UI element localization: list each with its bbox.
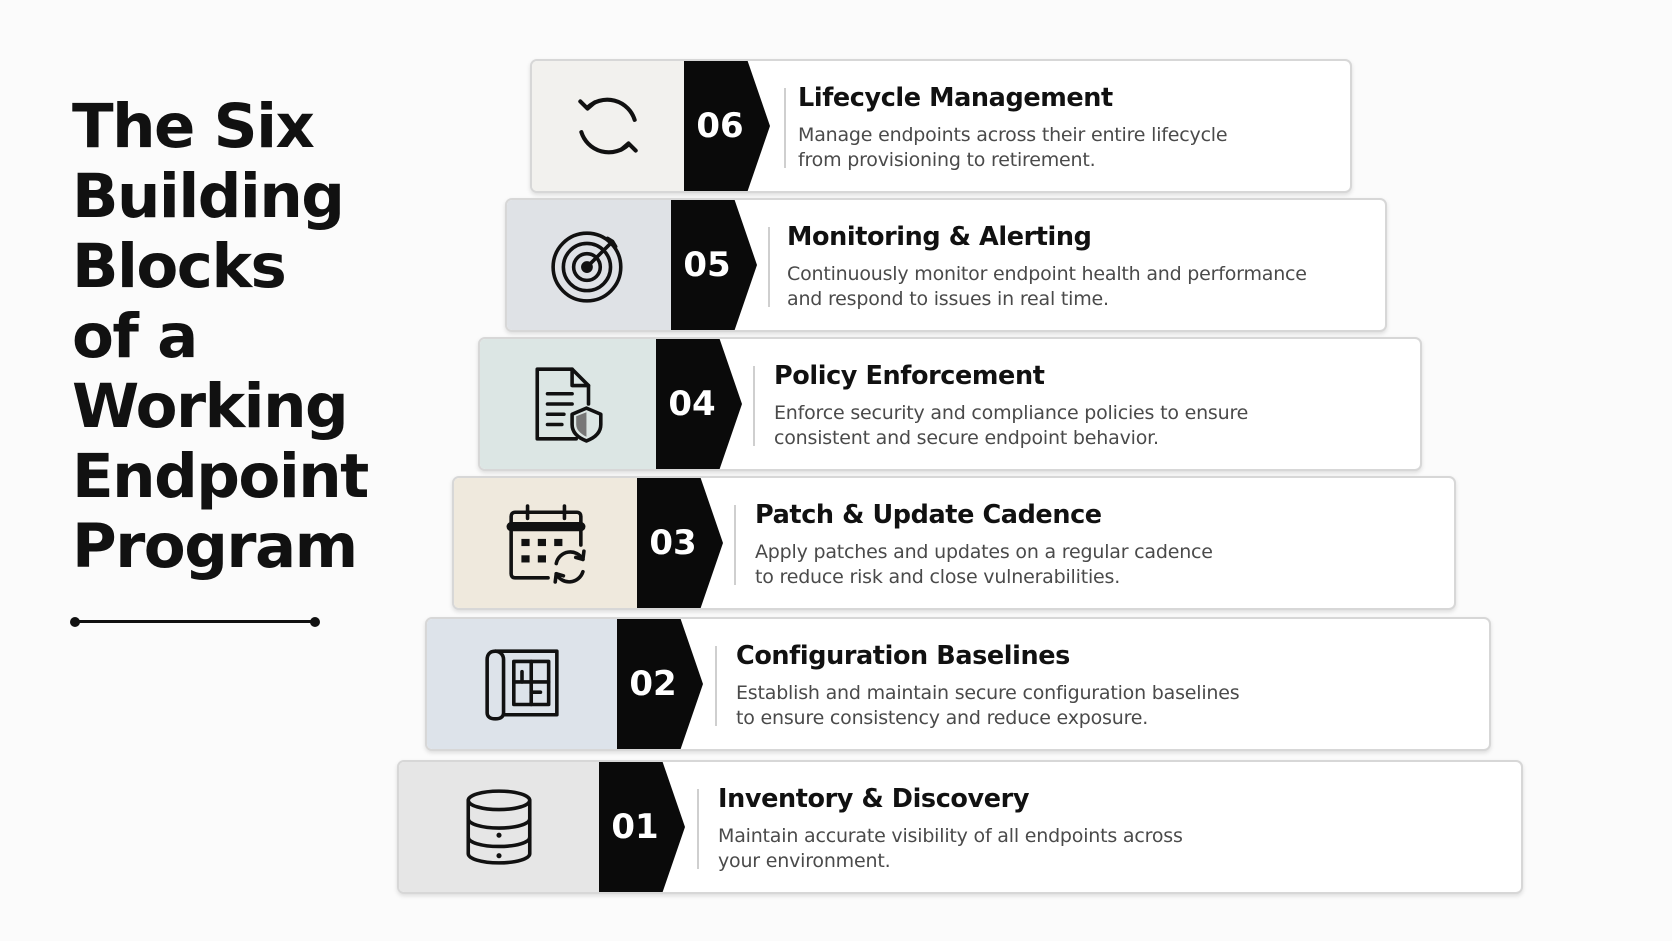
title-divider (73, 620, 317, 623)
description-line: Continuously monitor endpoint health and performance (787, 263, 1307, 285)
block-card-01 (397, 760, 1523, 894)
separator (784, 88, 786, 168)
description-line: and respond to issues in real time. (787, 288, 1109, 310)
block-title: Lifecycle Management (798, 83, 1113, 113)
title-line: Building (72, 161, 344, 232)
block-card-04 (478, 337, 1422, 471)
block-number: 03 (649, 523, 697, 563)
blueprint-icon (481, 643, 563, 725)
block-number: 01 (611, 807, 659, 847)
block-title: Policy Enforcement (774, 361, 1045, 391)
separator (734, 505, 736, 585)
document-shield-icon (527, 363, 609, 445)
block-number: 02 (629, 664, 677, 704)
separator (768, 227, 770, 307)
description-line: from provisioning to retirement. (798, 149, 1096, 171)
description-line: your environment. (718, 850, 891, 872)
separator (715, 646, 717, 726)
block-number: 06 (696, 106, 744, 146)
block-number: 04 (668, 384, 716, 424)
block-description (718, 824, 1183, 874)
description-line: to reduce risk and close vulnerabilities. (755, 566, 1121, 588)
description-line: Establish and maintain secure configuration baselines (736, 682, 1240, 704)
block-title: Inventory & Discovery (718, 784, 1030, 814)
block-card-05 (505, 198, 1387, 332)
description-line: to ensure consistency and reduce exposure. (736, 707, 1149, 729)
separator (697, 789, 699, 869)
description-line: Manage endpoints across their entire lifecycle (798, 124, 1228, 146)
block-description (798, 123, 1227, 173)
icon-panel (507, 200, 671, 330)
title-line: Endpoint (72, 441, 368, 512)
icon-panel (532, 61, 684, 191)
block-description (736, 681, 1239, 731)
calendar-refresh-icon (505, 502, 587, 584)
description-line: Enforce security and compliance policies to ensure (774, 402, 1249, 424)
block-title: Patch & Update Cadence (755, 500, 1102, 530)
description-line: Apply patches and updates on a regular cadence (755, 541, 1213, 563)
block-card-03 (452, 476, 1456, 610)
description-line: consistent and secure endpoint behavior. (774, 427, 1159, 449)
block-description (787, 262, 1307, 312)
refresh-cycle-icon (567, 85, 649, 167)
block-description (755, 540, 1213, 590)
icon-panel (399, 762, 599, 892)
separator (753, 366, 755, 446)
database-icon (458, 786, 540, 868)
page-title (72, 92, 368, 582)
title-line: The Six (72, 91, 314, 162)
block-card-06 (530, 59, 1352, 193)
title-line: Blocks (72, 231, 286, 302)
target-radar-icon (548, 224, 630, 306)
title-line: of a (72, 301, 197, 372)
description-line: Maintain accurate visibility of all endpoints across (718, 825, 1183, 847)
block-card-02 (425, 617, 1491, 751)
block-title: Monitoring & Alerting (787, 222, 1092, 252)
block-description (774, 401, 1248, 451)
icon-panel (454, 478, 637, 608)
block-number: 05 (683, 245, 731, 285)
icon-panel (427, 619, 617, 749)
icon-panel (480, 339, 656, 469)
title-line: Program (72, 511, 357, 582)
title-line: Working (72, 371, 348, 442)
block-title: Configuration Baselines (736, 641, 1070, 671)
